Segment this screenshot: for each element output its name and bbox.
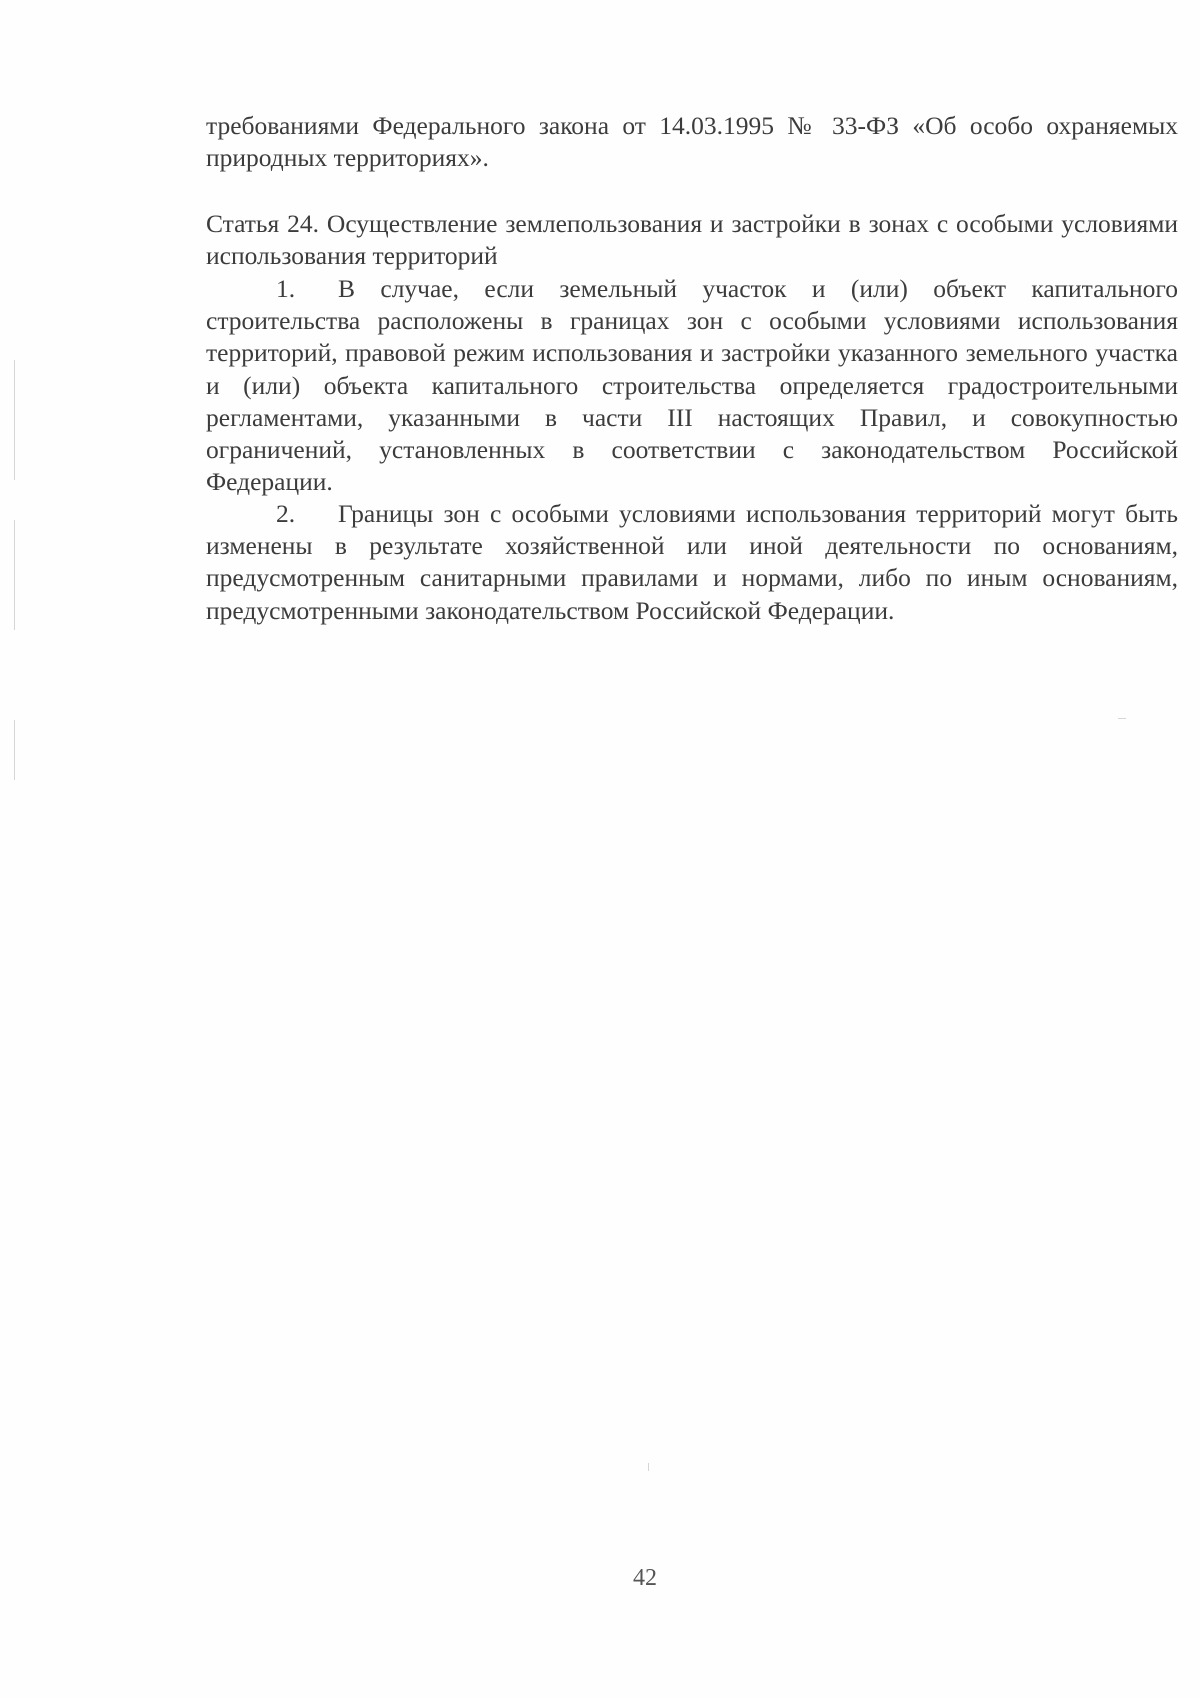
- intro-paragraph: требованиями Федерального закона от 14.03.1995 № 33-ФЗ «Об особо охраняемых природных территориях».: [206, 111, 1178, 173]
- item-number: 1.: [276, 274, 296, 303]
- item-number: 2.: [276, 499, 296, 528]
- page-number: 42: [633, 1565, 657, 1591]
- scan-artifact: [14, 720, 15, 780]
- list-item: [206, 273, 1178, 498]
- item-text: В случае, если земельный участок и (или) объект капитального строительства расположены в границах зон с особыми условиями использования территорий, правовой режим использования и застройки указанного земельного участка и (или) объекта капитального строительства определяется градостроительными регламентами, указанными в части III настоящих Правил, и совокупностью ограничений, установленных в соответствии с законодательством Российской Федерации.: [206, 274, 1178, 497]
- scan-artifact: [648, 1463, 649, 1471]
- item-text: Границы зон с особыми условиями использования территорий могут быть изменены в результате хозяйственной или иной деятельности по основаниям, предусмотренным санитарными правилами и нормами, либо по иным основаниям, предусмотренными законодательством Российской Федерации.: [206, 499, 1178, 625]
- scan-artifact: [14, 360, 15, 480]
- list-item: [206, 498, 1178, 627]
- scan-artifact: [14, 520, 15, 630]
- article-heading: Статья 24. Осуществление землепользования и застройки в зонах с особыми условиями использования территорий: [206, 209, 1178, 271]
- scan-artifact: [1118, 718, 1126, 719]
